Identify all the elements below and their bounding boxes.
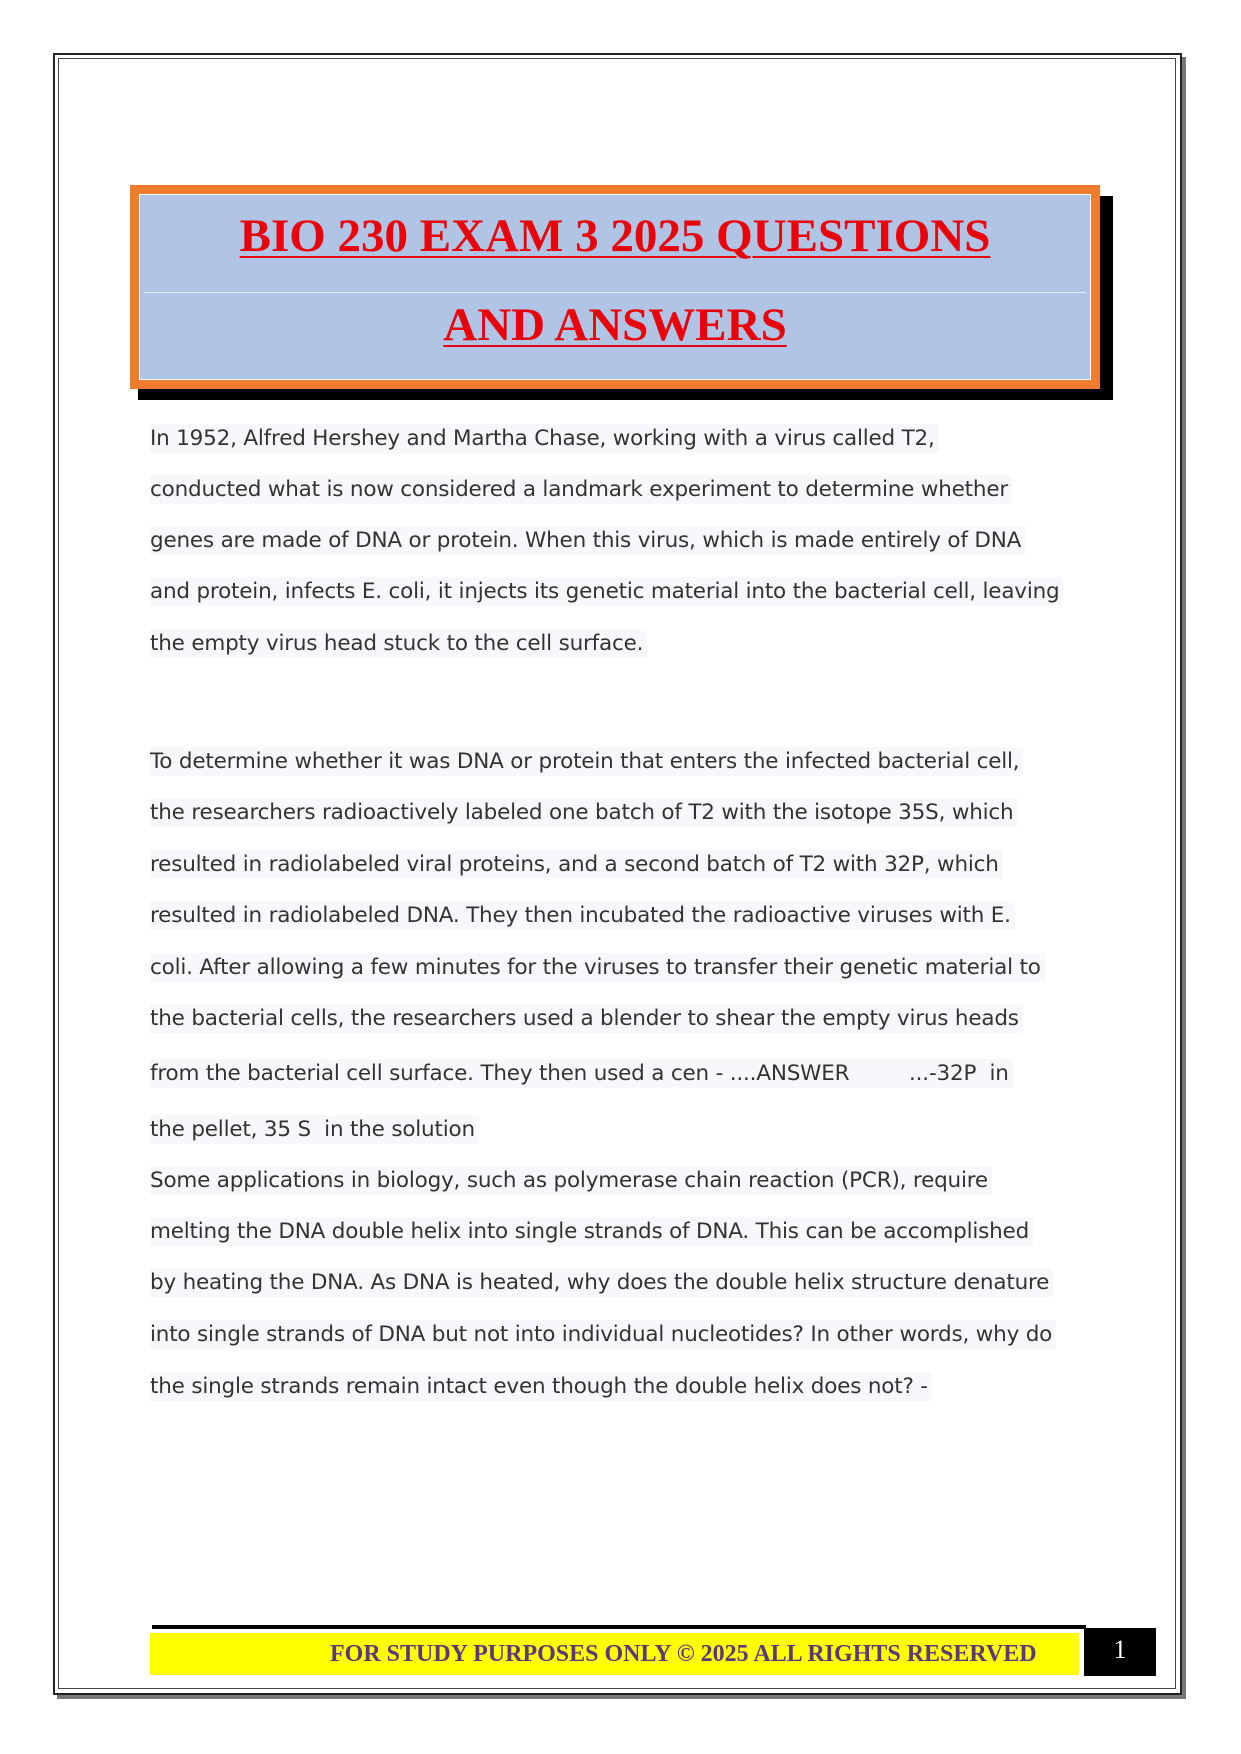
title-box-fill	[139, 194, 1091, 380]
document-title-line-1: BIO 230 EXAM 3 2025 QUESTIONS	[239, 210, 991, 262]
text-line: the researchers radioactively labeled one batch of T2 with the isotope 35S, which	[150, 798, 1017, 827]
text-line: resulted in radiolabeled viral proteins, and a second batch of T2 with 32P, which	[150, 850, 1003, 879]
text-line: and protein, infects E. coli, it injects its genetic material into the bacterial cell, leaving	[150, 577, 1063, 606]
text-line: resulted in radiolabeled DNA. They then incubated the radioactive viruses with E.	[150, 901, 1015, 930]
text-line: To determine whether it was DNA or protein that enters the infected bacterial cell,	[150, 747, 1023, 776]
text-line: the empty virus head stuck to the cell surface.	[150, 629, 647, 658]
title-divider	[144, 292, 1086, 293]
answer-line: the pellet, 35 S in the solution	[150, 1115, 479, 1144]
footer-text: FOR STUDY PURPOSES ONLY © 2025 ALL RIGHTS RESERVED	[330, 1641, 1037, 1667]
answer-line: from the bacterial cell surface. They then used a cen - ....ANSWER ...-32P in	[150, 1059, 1013, 1088]
text-line: into single strands of DNA but not into individual nucleotides? In other words, why do	[150, 1320, 1056, 1349]
text-line: the bacterial cells, the researchers used a blender to shear the empty virus heads	[150, 1004, 1023, 1033]
title-box	[130, 185, 1100, 389]
page-number: 1	[1084, 1628, 1156, 1676]
footer-rule	[152, 1625, 1086, 1629]
text-line: the single strands remain intact even though the double helix does not? -	[150, 1372, 932, 1401]
text-line: by heating the DNA. As DNA is heated, why does the double helix structure denature	[150, 1268, 1053, 1297]
text-line: genes are made of DNA or protein. When this virus, which is made entirely of DNA	[150, 526, 1025, 555]
text-line: melting the DNA double helix into single strands of DNA. This can be accomplished	[150, 1217, 1033, 1246]
text-line: Some applications in biology, such as polymerase chain reaction (PCR), require	[150, 1166, 992, 1195]
document-title-line-2: AND ANSWERS	[443, 299, 787, 351]
text-line: In 1952, Alfred Hershey and Martha Chase, working with a virus called T2,	[150, 424, 939, 453]
text-line: coli. After allowing a few minutes for the viruses to transfer their genetic material to	[150, 953, 1045, 982]
text-line: conducted what is now considered a landmark experiment to determine whether	[150, 475, 1012, 504]
